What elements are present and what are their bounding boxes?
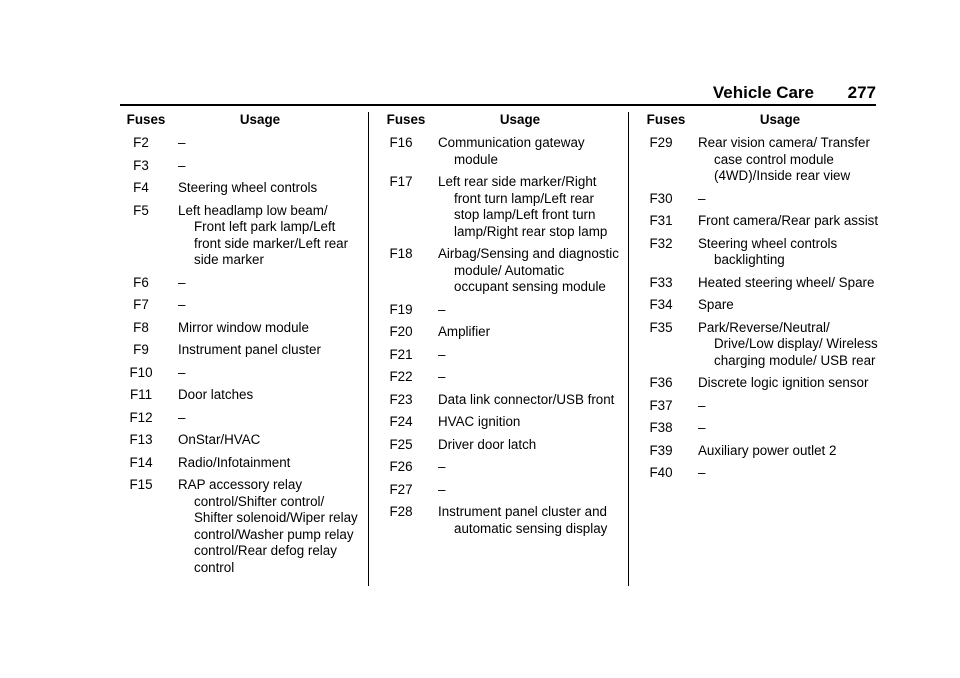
- fuse-usage: Communication gateway module: [438, 135, 585, 167]
- fuse-rows: [380, 135, 620, 537]
- table-header: [380, 112, 620, 129]
- fuse-rows: [640, 135, 880, 482]
- table-row: [380, 324, 620, 341]
- table-row: [380, 414, 620, 431]
- fuse-id: F15: [129, 477, 153, 492]
- fuse-usage: Airbag/Sensing and diagnostic module/ Automatic occupant sensing module: [438, 246, 619, 294]
- fuse-id: F18: [389, 246, 413, 261]
- usage-header: Usage: [759, 112, 801, 127]
- fuse-id: F20: [389, 324, 413, 339]
- table-row: [120, 135, 360, 152]
- fuses-header: Fuses: [126, 112, 166, 127]
- fuse-id: F33: [649, 274, 673, 290]
- fuse-id: F14: [129, 454, 153, 470]
- fuse-id: F34: [649, 297, 673, 312]
- table-row: [640, 398, 880, 415]
- fuse-id: F7: [133, 297, 149, 312]
- table-row: [120, 387, 360, 404]
- fuse-usage: Discrete logic ignition sensor: [698, 375, 869, 390]
- fuse-id: F6: [133, 274, 149, 290]
- table-row: [380, 302, 620, 319]
- table-row: [120, 275, 360, 292]
- fuse-id: F26: [389, 459, 413, 474]
- fuse-usage: RAP accessory relay control/Shifter control/ Shifter solenoid/Wiper relay control/Washer pump relay control/Rear defog relay control: [178, 477, 358, 575]
- fuse-usage: HVAC ignition: [438, 414, 521, 429]
- fuse-usage: –: [698, 465, 706, 480]
- fuse-table-column-1: [120, 112, 360, 582]
- fuse-id: F36: [649, 375, 673, 390]
- table-row: [120, 455, 360, 472]
- table-row: [640, 443, 880, 460]
- fuse-id: F11: [129, 387, 153, 402]
- fuse-id: F13: [129, 432, 153, 447]
- fuse-id: F32: [649, 235, 673, 251]
- page-number: 277: [847, 83, 876, 102]
- fuse-usage: Left headlamp low beam/ Front left park lamp/Left front side marker/Left rear side marker: [178, 202, 349, 267]
- usage-header: Usage: [499, 112, 541, 127]
- fuse-usage: –: [438, 369, 446, 384]
- fuses-header: Fuses: [646, 112, 686, 127]
- section-title: Vehicle Care: [712, 83, 814, 102]
- fuse-table-column-3: [640, 112, 880, 488]
- fuse-usage: –: [178, 297, 186, 312]
- fuse-id: F25: [389, 436, 413, 452]
- table-row: [640, 135, 880, 185]
- table-row: [120, 410, 360, 427]
- fuse-id: F27: [389, 481, 413, 497]
- table-row: [380, 482, 620, 499]
- fuse-usage: Radio/Infotainment: [178, 454, 291, 470]
- table-row: [380, 135, 620, 168]
- fuse-id: F8: [133, 319, 149, 335]
- fuse-usage: Steering wheel controls: [178, 180, 318, 195]
- fuse-usage: Steering wheel controls backlighting: [698, 235, 838, 267]
- fuse-usage: Left rear side marker/Right front turn lamp/Left rear stop lamp/Left front turn lamp/Right rear stop lamp: [438, 174, 608, 239]
- fuse-id: F16: [389, 135, 413, 150]
- table-row: [640, 275, 880, 292]
- fuse-id: F3: [133, 157, 149, 173]
- table-row: [120, 320, 360, 337]
- fuse-usage: Instrument panel cluster and automatic sensing display: [438, 504, 608, 536]
- fuse-usage: Door latches: [178, 387, 254, 402]
- table-row: [120, 297, 360, 314]
- table-row: [640, 465, 880, 482]
- table-row: [120, 203, 360, 269]
- fuse-usage: –: [178, 157, 186, 173]
- fuse-id: F28: [389, 504, 413, 519]
- table-row: [380, 437, 620, 454]
- fuse-usage: Instrument panel cluster: [178, 342, 321, 357]
- fuse-id: F40: [649, 465, 673, 480]
- table-row: [380, 347, 620, 364]
- table-row: [120, 365, 360, 382]
- fuse-id: F17: [389, 174, 413, 189]
- fuse-usage: Front camera/Rear park assist: [698, 213, 879, 228]
- table-row: [640, 191, 880, 208]
- fuse-usage: –: [438, 346, 446, 362]
- fuse-usage: –: [698, 397, 706, 413]
- fuse-id: F5: [133, 202, 149, 218]
- table-row: [380, 369, 620, 386]
- fuse-usage: Amplifier: [438, 324, 491, 339]
- table-row: [120, 180, 360, 197]
- table-header: [640, 112, 880, 129]
- fuse-id: F12: [129, 409, 153, 425]
- fuses-header: Fuses: [386, 112, 426, 127]
- table-row: [640, 236, 880, 269]
- table-row: [380, 392, 620, 409]
- fuse-usage: Spare: [698, 297, 734, 312]
- table-row: [640, 213, 880, 230]
- fuse-usage: –: [438, 301, 446, 317]
- table-row: [120, 477, 360, 576]
- fuse-id: F35: [649, 319, 673, 335]
- fuse-usage: Driver door latch: [438, 436, 537, 452]
- fuse-usage: Data link connector/USB front: [438, 391, 615, 407]
- fuse-usage: OnStar/HVAC: [178, 432, 261, 447]
- fuse-usage: –: [698, 420, 706, 435]
- table-row: [380, 246, 620, 296]
- table-row: [640, 375, 880, 392]
- fuse-id: F9: [133, 342, 149, 357]
- table-row: [120, 432, 360, 449]
- fuse-usage: –: [178, 135, 186, 150]
- fuse-usage: Rear vision camera/ Transfer case control module (4WD)/Inside rear view: [698, 135, 870, 183]
- table-row: [380, 174, 620, 240]
- fuse-id: F22: [389, 369, 413, 384]
- table-row: [380, 504, 620, 537]
- fuse-usage: –: [178, 364, 186, 380]
- fuse-usage: –: [438, 459, 446, 474]
- fuse-usage: –: [178, 409, 186, 425]
- fuse-id: F30: [649, 190, 673, 206]
- fuse-usage: Heated steering wheel/ Spare: [698, 274, 875, 290]
- table-header: [120, 112, 360, 129]
- fuse-usage: –: [438, 481, 446, 497]
- fuse-id: F21: [389, 346, 413, 362]
- fuse-id: F2: [133, 135, 149, 150]
- fuse-id: F38: [649, 420, 673, 435]
- fuse-id: F23: [389, 391, 413, 407]
- column-divider: [628, 112, 629, 586]
- fuse-id: F37: [649, 397, 673, 413]
- fuse-id: F29: [649, 135, 673, 150]
- usage-header: Usage: [239, 112, 281, 127]
- fuse-usage: –: [178, 274, 186, 290]
- fuse-rows: [120, 135, 360, 576]
- fuse-usage: Mirror window module: [178, 319, 309, 335]
- table-row: [380, 459, 620, 476]
- fuse-usage: Auxiliary power outlet 2: [698, 442, 837, 458]
- fuse-id: F4: [133, 180, 149, 195]
- fuse-usage: –: [698, 190, 706, 206]
- fuse-id: F39: [649, 442, 673, 458]
- fuse-id: F19: [389, 301, 413, 317]
- table-row: [120, 342, 360, 359]
- column-divider: [368, 112, 369, 586]
- table-row: [120, 158, 360, 175]
- table-row: [640, 420, 880, 437]
- fuse-id: F24: [389, 414, 413, 429]
- fuse-table-column-2: [380, 112, 620, 543]
- fuse-id: F10: [129, 364, 153, 380]
- table-row: [640, 320, 880, 370]
- fuse-usage: Park/Reverse/Neutral/ Drive/Low display/ Wireless charging module/ USB rear: [698, 319, 878, 368]
- table-row: [640, 297, 880, 314]
- fuse-id: F31: [649, 213, 673, 228]
- page-header: [120, 80, 876, 106]
